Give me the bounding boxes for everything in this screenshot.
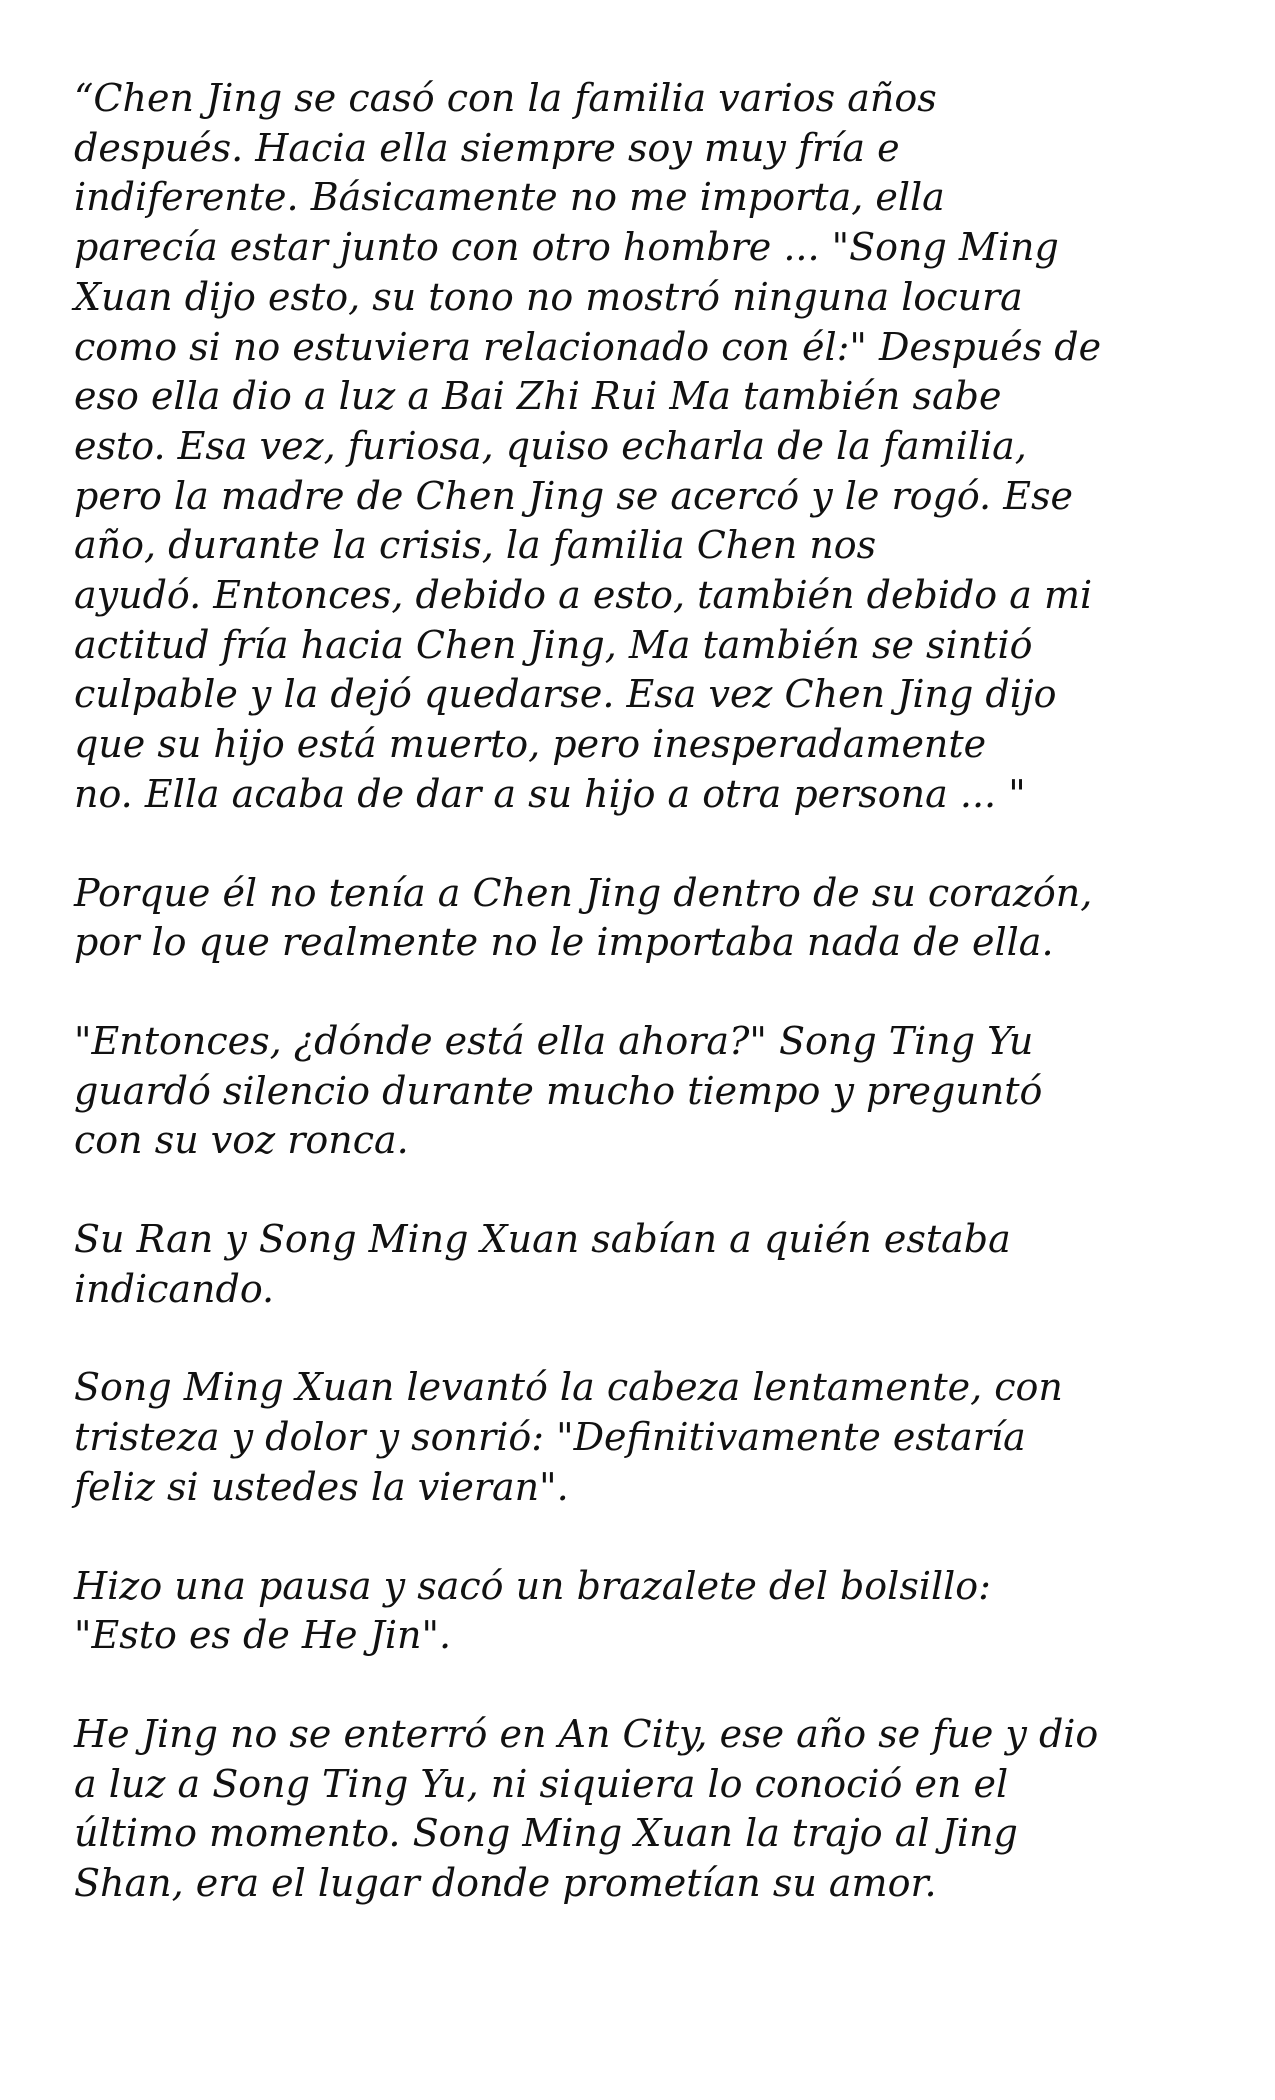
document-page: [74, 74, 1214, 1958]
paragraph-3: "Entonces, ¿dónde está ella ahora?" Song Ting Yu guardó silencio durante mucho tiempo y preguntó con su voz ronca.: [74, 1018, 1043, 1163]
paragraph-6: Hizo una pausa y sacó un brazalete del bolsillo: "Esto es de He Jin".: [74, 1563, 991, 1658]
paragraph-4: Su Ran y Song Ming Xuan sabían a quién estaba indicando.: [74, 1217, 1011, 1311]
paragraph-5: Song Ming Xuan levantó la cabeza lentamente, con tristeza y dolor y sonrió: "Definitivamente estaría feliz si ustedes la vieran".: [74, 1365, 1063, 1509]
paragraph-2: Porque él no tenía a Chen Jing dentro de su corazón, por lo que realmente no le importaba nada de ella.: [74, 870, 1093, 965]
paragraph-1: “Chen Jing se casó con la familia varios años después. Hacia ella siempre soy muy fría e indiferente. Básicamente no me importa, ella parecía estar junto con otro hombre ... "Song Ming Xuan dijo esto, su tono no mostró ninguna locura como si no estuviera relacionado con él:" Después de eso ella dio a luz a Bai Zhi Rui Ma también sabe esto. Esa vez, furiosa, quiso echarla de la familia, pero la madre de Chen Jing se acercó y le rogó. Ese año, durante la crisis, la familia Chen nos ayudó. Entonces, debido a esto, también debido a mi actitud fría hacia Chen Jing, Ma también se sintió culpable y la dejó quedarse. Esa vez Chen Jing dijo que su hijo está muerto, pero inesperadamente no. Ella acaba de dar a su hijo a otra persona ... ": [74, 76, 1102, 816]
paragraph-7: He Jing no se enterró en An City, ese año se fue y dio a luz a Song Ting Yu, ni siquiera lo conoció en el último momento. Song Ming Xuan la trajo al Jing Shan, era el lugar donde prometían su amor.: [74, 1711, 1099, 1906]
